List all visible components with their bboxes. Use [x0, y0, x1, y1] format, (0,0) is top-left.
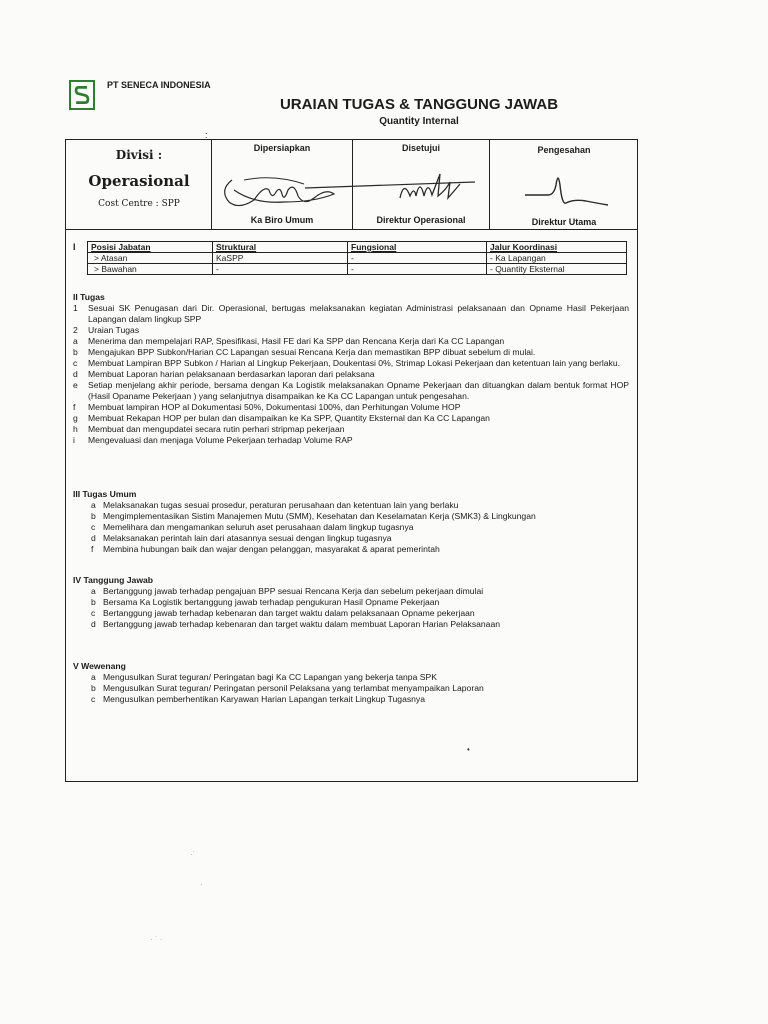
list-item [73, 511, 629, 522]
list-item [73, 402, 629, 413]
list-item [73, 533, 629, 544]
list-item-key: h [73, 424, 78, 434]
list-item-text: Bertanggung jawab terhadap pengajuan BPP sesuai Rencana Kerja dan sebelum pekerjaan dimulai [103, 586, 484, 596]
list-item-key: i [73, 435, 75, 445]
list-item-key: a [73, 336, 78, 346]
list-item-text: Melaksanakan tugas sesuai prosedur, peraturan perusahaan dan ketentuan lain yang berlaku [103, 500, 459, 510]
list-item-text: Membuat Laporan harian pelaksanaan berdasarkan laporan dari pelaksana [88, 369, 375, 379]
section-wewenang [73, 661, 629, 705]
list-item-text: Mengusulkan Surat teguran/ Peringatan bagi Ka CC Lapangan yang bekerja tanpa SPK [103, 672, 437, 682]
list-item-key: d [73, 369, 78, 379]
table-row [88, 253, 627, 264]
divisi-value: Operasional [88, 172, 190, 190]
stray-colon: : [205, 130, 208, 140]
tugas-umum-list [73, 500, 629, 555]
table-cell: > Bawahan [88, 264, 213, 275]
list-item-key: a [91, 586, 96, 596]
list-item-key: c [91, 608, 96, 618]
ratified-by: Direktur Utama [531, 217, 597, 227]
section-tugas [73, 292, 629, 446]
section-number: I [73, 242, 76, 252]
list-item-text: Mengusulkan pemberhentikan Karyawan Harian Lapangan terkait Lingkup Tugasnya [103, 694, 425, 704]
list-item-text: Mengimplementasikan Sistim Manajemen Mutu (SMM), Kesehatan dan Keselamatan Kerja (SMK3) & Lingkungan [103, 511, 536, 521]
list-item-key: a [91, 500, 96, 510]
list-item-text: Membuat Rekapan HOP per bulan dan disampaikan ke Ka SPP, Quantity Eksternal dan Ka CC Lapangan [88, 413, 490, 423]
table-row [88, 264, 627, 275]
section-title: II Tugas [73, 292, 105, 302]
list-item-key: g [73, 413, 78, 423]
signature-ratified [520, 165, 620, 215]
list-item-key: a [91, 672, 96, 682]
table-header: Struktural [213, 242, 348, 253]
approved-label: Disetujui [401, 143, 440, 153]
list-item-text: Mengevaluasi dan menjaga Volume Pekerjaan terhadap Volume RAP [88, 435, 353, 445]
divisi-label: Divisi : [115, 148, 163, 162]
table-cell: > Atasan [88, 253, 213, 264]
section-tanggung-jawab [73, 575, 629, 630]
list-item-key: c [73, 358, 78, 368]
scan-speck: • [467, 745, 470, 754]
scan-speck: · ˙ · [150, 935, 163, 944]
prepared-by: Ka Biro Umum [250, 215, 314, 225]
scan-speck: · [200, 880, 203, 889]
list-item [73, 336, 629, 347]
list-item [73, 672, 629, 683]
list-item [73, 694, 629, 705]
list-item-key: b [73, 347, 78, 357]
list-item-text: Membuat lampiran HOP al Dokumentasi 50%, Dokumentasi 100%, dan Perhitungan Volume HOP [88, 402, 461, 412]
list-item [73, 544, 629, 555]
cost-centre: Cost Centre : SPP [98, 199, 180, 209]
position-table [87, 241, 627, 275]
list-item-key: f [91, 544, 94, 554]
approved-by: Direktur Operasional [376, 215, 466, 225]
list-item [73, 369, 629, 380]
list-item [73, 608, 629, 619]
section-title: V Wewenang [73, 661, 126, 671]
list-item [73, 597, 629, 608]
list-item [73, 347, 629, 358]
list-item [73, 619, 629, 630]
list-item [73, 586, 629, 597]
section-title: III Tugas Umum [73, 489, 137, 499]
list-item-text: Membuat dan mengupdatei secara rutin perhari stripmap pekerjaan [88, 424, 345, 434]
list-item-key: f [73, 402, 76, 412]
list-item-text: Bersama Ka Logistik bertanggung jawab terhadap pengukuran Hasil Opname Pekerjaan [103, 597, 440, 607]
list-item [73, 424, 629, 435]
table-header: Jalur Koordinasi [487, 242, 627, 253]
list-item-text: Membuat Lampiran BPP Subkon / Harian al Lingkup Pekerjaan, Doukentasi 0%, Strimap Lokasi Pekerjaan dan ketentuan lain yang berlaku. [88, 358, 621, 368]
list-item-text: Mengusulkan Surat teguran/ Peringatan personil Pelaksana yang terlambat menyampaikan Laporan [103, 683, 484, 693]
section-tugas-umum [73, 489, 629, 555]
list-item-text: Mengajukan BPP Subkon/Harian CC Lapangan sesuai Rencana Kerja dan memastikan BPP dibuat sebelum di mulai. [88, 347, 536, 357]
list-item-text: Menerima dan mempelajari RAP, Spesifikasi, Hasil FE dari Ka SPP dan Rencana Kerja dari Ka CC Lapangan [88, 336, 505, 346]
list-item-text: Melaksanakan perintah lain dari atasannya sesuai dengan lingkup tugasnya [103, 533, 392, 543]
list-item-text: Bertanggung jawab terhadap kebenaran dan target waktu dalam pelaksanaan Opname pekerjaan [103, 608, 475, 618]
list-item [73, 683, 629, 694]
list-item-text: Memelihara dan mengamankan seluruh aset perusahaan dalam lingkup tugasnya [103, 522, 414, 532]
table-cell: - [213, 264, 348, 275]
list-item [73, 325, 629, 336]
table-cell: - [348, 253, 487, 264]
list-item-key: b [91, 597, 96, 607]
table-header: Posisi Jabatan [88, 242, 213, 253]
list-item [73, 500, 629, 511]
list-item-key: c [91, 522, 96, 532]
list-item-text: Sesuai SK Penugasan dari Dir. Operasional, bertugas melaksanakan kegiatan Administrasi pelaksanaan dan Opname Hasil Pekerjaan Lapangan dalam lingkup SPP [88, 303, 629, 324]
table-header-row [88, 242, 627, 253]
ratified-label: Pengesahan [537, 145, 591, 155]
divisi-block [70, 148, 208, 209]
tugas-list [73, 303, 629, 446]
table-cell: - Ka Lapangan [487, 253, 627, 264]
list-item-text: Bertanggung jawab terhadap kebenaran dan target waktu dalam membuat Laporan Harian Pelaksanaan [103, 619, 501, 629]
section-title: IV Tanggung Jawab [73, 575, 154, 585]
tanggung-jawab-list [73, 586, 629, 630]
table-header: Fungsional [348, 242, 487, 253]
list-item-key: e [73, 380, 78, 390]
signature-approved [300, 160, 485, 210]
list-item [73, 303, 629, 325]
list-item [73, 435, 629, 446]
list-item-text: Uraian Tugas [88, 325, 140, 335]
scan-speck: ·˙ [190, 850, 196, 859]
document-title: URAIAN TUGAS & TANGGUNG JAWAB [279, 96, 559, 113]
list-item-text: Setiap menjelang akhir periode, bersama dengan Ka Logistik melaksanakan Opname Pekerjaan dan dituangkan dalam bentuk format HOP (Hasil Opaname Pekerjaan ) yang selanjutnya disampaikan ke Ka CC Lapangan untuk pengesahan. [88, 380, 629, 401]
list-item [73, 413, 629, 424]
list-item-key: c [91, 694, 96, 704]
list-item [73, 380, 629, 402]
list-item-key: d [91, 619, 96, 629]
table-cell: - Quantity Eksternal [487, 264, 627, 275]
list-item [73, 522, 629, 533]
list-item [73, 358, 629, 369]
list-item-key: b [91, 511, 96, 521]
list-item-key: 2 [73, 325, 78, 335]
list-item-text: Membina hubungan baik dan wajar dengan pelanggan, masyarakat & aparat pemerintah [103, 544, 440, 554]
company-name: PT SENECA INDONESIA [107, 80, 211, 90]
list-item-key: d [91, 533, 96, 543]
table-cell: KaSPP [213, 253, 348, 264]
prepared-label: Dipersiapkan [253, 143, 311, 153]
list-item-key: b [91, 683, 96, 693]
table-cell: - [348, 264, 487, 275]
list-item-key: 1 [73, 303, 78, 313]
document-subtitle: Quantity Internal [379, 116, 459, 127]
wewenang-list [73, 672, 629, 705]
